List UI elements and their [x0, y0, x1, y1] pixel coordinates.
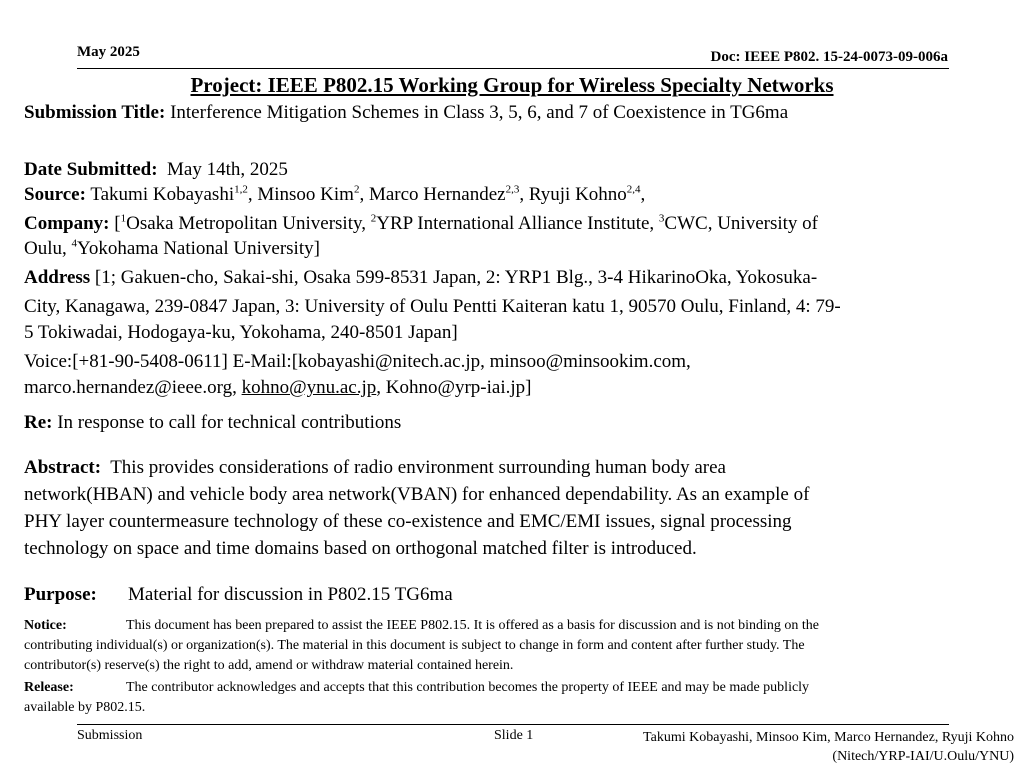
date-submitted-label: Date Submitted: [24, 159, 158, 180]
contact-text: marco.hernandez@ieee.org, [24, 377, 242, 398]
author-name: Ryuji Kohno [528, 184, 627, 205]
date-submitted-value: May 14th, 2025 [157, 159, 288, 180]
abstract-line: technology on space and time domains based on orthogonal matched filter is introduced. [24, 538, 697, 559]
footer-submission: Submission [77, 728, 143, 743]
notice-line: contributing individual(s) or organization(s). The material in this document is subject to change in form and content after further study. The [24, 638, 805, 653]
author-affiliation: 2,3 [505, 183, 520, 196]
company-name: CWC, University of [664, 213, 818, 234]
author-name: Marco Hernandez [368, 184, 506, 205]
submission-title-value: Interference Mitigation Schemes in Class 3, 5, 6, and 7 of Coexistence in TG6ma [165, 102, 789, 123]
author-separator: , [519, 184, 529, 205]
company-affiliation-number: 1 [120, 212, 127, 225]
source-label: Source: [24, 184, 86, 205]
contact-line [24, 375, 531, 400]
purpose-label: Purpose: [24, 584, 97, 605]
footer-affiliations: (Nitech/YRP-IAI/U.Oulu/YNU) [832, 749, 1014, 764]
company-bracket: [ [109, 213, 121, 234]
release-line: available by P802.15. [24, 700, 146, 715]
company-name: YRP International Alliance Institute, [376, 213, 659, 234]
re-value: In response to call for technical contributions [52, 412, 402, 433]
source [24, 182, 645, 207]
company-name: Yokohama National University] [77, 238, 320, 259]
company-name: Oulu, [24, 238, 72, 259]
re-label: Re: [24, 412, 53, 433]
abstract-line [24, 455, 726, 480]
author-affiliation: 2,4 [626, 183, 641, 196]
abstract-line: network(HBAN) and vehicle body area network(VBAN) for enhanced dependability. As an example of [24, 484, 810, 505]
submission-title-label: Submission Title: [24, 102, 166, 123]
release-text: The contributor acknowledges and accepts that this contribution becomes the property of IEEE and may be made publicly [126, 680, 810, 695]
company-label: Company: [24, 213, 110, 234]
notice-label: Notice: [24, 618, 67, 633]
email-link[interactable]: kohno@ynu.ac.jp [241, 377, 377, 398]
abstract-line: PHY layer countermeasure technology of these co-existence and EMC/EMI issues, signal processing [24, 511, 792, 532]
abstract-label: Abstract: [24, 457, 102, 478]
abstract-text: This provides considerations of radio environment surrounding human body area [101, 457, 726, 478]
project-title: Project: IEEE P802.15 Working Group for Wireless Specialty Networks [190, 73, 834, 97]
author-separator: , [247, 184, 258, 205]
address-text: [1; Gakuen-cho, Sakai-shi, Osaka 599-8531 Japan, 2: YRP1 Blg., 3-4 HikarinoOka, Yokosuka- [90, 267, 818, 288]
notice-line [24, 616, 1014, 635]
submission-title [24, 100, 788, 125]
company-affiliation-number: 4 [71, 237, 77, 250]
author-name: Minsoo Kim [257, 184, 354, 205]
author-separator: , [640, 184, 646, 205]
header-doc-id: Doc: IEEE P802. 15-24-0073-09-006a [710, 49, 948, 65]
company-affiliation-number: 2 [370, 212, 377, 225]
contact-text: , Kohno@yrp-iai.jp] [376, 377, 532, 398]
footer-slide-number: Slide 1 [494, 728, 534, 743]
company-name: Osaka Metropolitan University, [126, 213, 371, 234]
address-line [24, 265, 817, 290]
author-affiliation: 2 [353, 183, 360, 196]
notice-text: This document has been prepared to assist the IEEE P802.15. It is offered as a basis for discussion and is not binding on the [126, 618, 819, 633]
address-line: 5 Tokiwadai, Hodogaya-ku, Yokohama, 240-8501 Japan] [24, 322, 458, 343]
footer-authors: Takumi Kobayashi, Minsoo Kim, Marco Hernandez, Ryuji Kohno [643, 730, 1014, 745]
company-line-2 [24, 236, 320, 261]
contact-line: Voice:[+81-90-5408-0611] E-Mail:[kobayashi@nitech.ac.jp, minsoo@minsookim.com, [24, 351, 691, 372]
author-name: Takumi Kobayashi [85, 184, 235, 205]
company-affiliation-number: 3 [658, 212, 665, 225]
release-label: Release: [24, 680, 74, 695]
address-line: City, Kanagawa, 239-0847 Japan, 3: University of Oulu Pentti Kaiteran katu 1, 90570 Oulu, Finland, 4: 79- [24, 296, 841, 317]
company-line-1 [24, 211, 818, 236]
release-line [24, 678, 1014, 697]
author-affiliation: 1,2 [234, 183, 248, 196]
address-label: Address [24, 267, 91, 288]
header-divider [77, 68, 949, 69]
footer-divider [77, 724, 949, 725]
notice-line: contributor(s) reserve(s) the right to add, amend or withdraw material contained herein. [24, 658, 514, 673]
purpose-line [24, 582, 453, 607]
re-line [24, 410, 401, 435]
purpose-value: Material for discussion in P802.15 TG6ma [128, 584, 453, 605]
author-separator: , [359, 184, 369, 205]
date-submitted [24, 157, 288, 182]
header-date: May 2025 [77, 44, 140, 60]
